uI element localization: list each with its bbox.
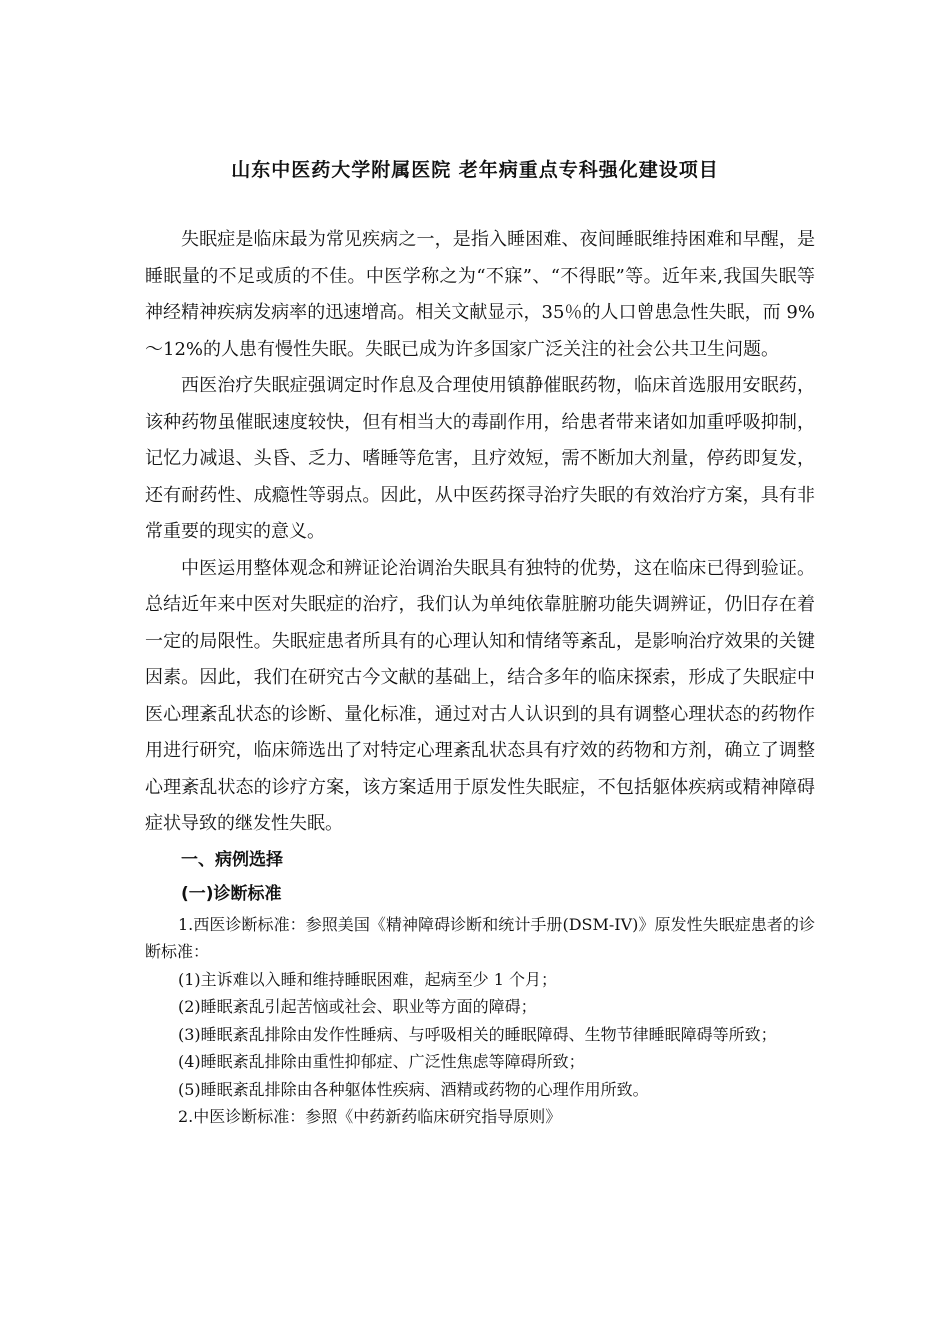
document-title: 山东中医药大学附属医院 老年病重点专科强化建设项目 [231,159,719,181]
criteria-item-1: (1)主诉难以入睡和维持睡眠困难，起病至少 1 个月； [178,969,558,989]
section-heading: 一、病例选择 [181,849,283,870]
paragraph-intro: 失眠症是临床最为常见疾病之一，是指入睡困难、夜间睡眠维持困难和早醒，是睡眠量的不足或质的不佳。中医学称之为“不寐”、“不得眠”等。近年来,我国失眠等神经精神疾病发病率的迅速增高。相关文献显示，35％的人口曾患急性失眠，而 9%～12%的人患有慢性失眠。失眠已成为许多国家广泛关注的社会公共卫生问题。 [145,229,815,360]
criteria-item-3: (3)睡眠紊乱排除由发作性睡病、与呼吸相关的睡眠障碍、生物节律睡眠障碍等所致； [178,1024,777,1044]
criteria-tcm-standard: 2.中医诊断标准：参照《中药新药临床研究指导原则》 [178,1107,562,1126]
document-body [145,222,815,1131]
paragraph-tcm-treatment: 中医运用整体观念和辨证论治调治失眠具有独特的优势，这在临床已得到验证。总结近年来中医对失眠症的治疗，我们认为单纯依靠脏腑功能失调辨证，仍旧存在着一定的局限性。失眠症患者所具有的心理认知和情绪等紊乱，是影响治疗效果的关键因素。因此，我们在研究古今文献的基础上，结合多年的临床探索，形成了失眠症中医心理紊乱状态的诊断、量化标准，通过对古人认识到的具有调整心理状态的药物作用进行研究，临床筛选出了对特定心理紊乱状态具有疗效的药物和方剂，确立了调整心理紊乱状态的诊疗方案，该方案适用于原发性失眠症，不包括躯体疾病或精神障碍症状导致的继发性失眠。 [145,557,815,834]
criteria-item-2: (2)睡眠紊乱引起苦恼或社会、职业等方面的障碍； [178,997,537,1016]
paragraph-western-treatment: 西医治疗失眠症强调定时作息及合理使用镇静催眠药物，临床首选服用安眠药，该种药物虽催眠速度较快，但有相当大的毒副作用，给患者带来诸如加重呼吸抑制，记忆力减退、头昏、乏力、嗜睡等危害，且疗效短，需不断加大剂量，停药即复发，还有耐药性、成瘾性等弱点。因此，从中医药探寻治疗失眠的有效治疗方案，具有非常重要的现实的意义。 [145,375,815,542]
subsection-heading: (一)诊断标准 [181,883,282,904]
criteria-western-standard: 1.西医诊断标准：参照美国《精神障碍诊断和统计手册(DSM-IV)》原发性失眠症患者的诊断标准： [145,914,815,961]
criteria-item-4: (4)睡眠紊乱排除由重性抑郁症、广泛性焦虑等障碍所致； [178,1052,585,1071]
criteria-item-5: (5)睡眠紊乱排除由各种躯体性疾病、酒精或药物的心理作用所致。 [178,1079,649,1099]
